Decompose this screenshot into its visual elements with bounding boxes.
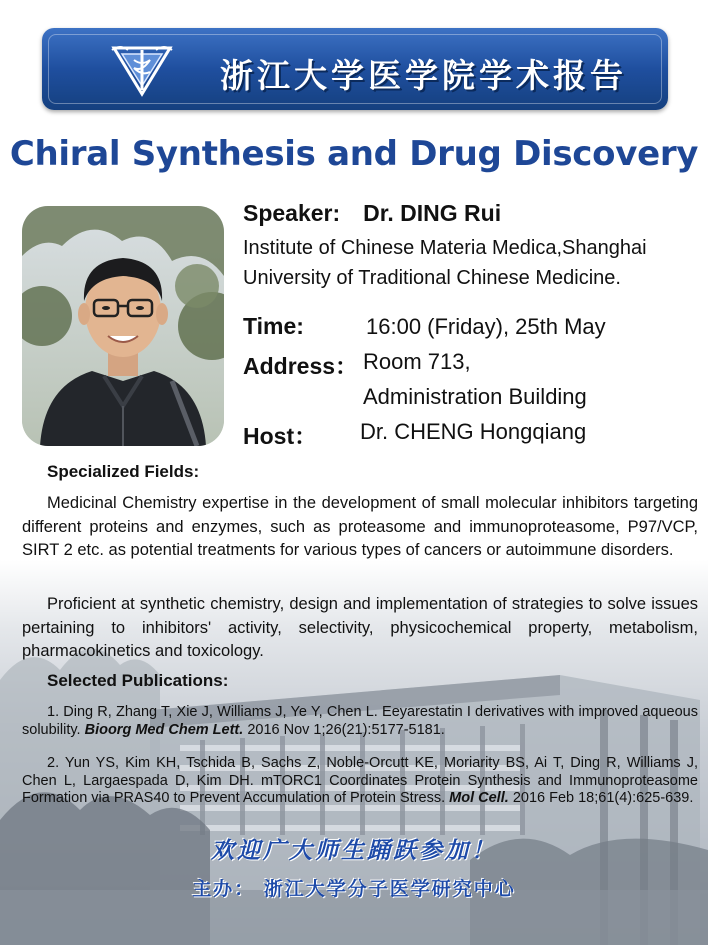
publication-2-citation: 2016 Feb 18;61(4):625-639. (512, 790, 694, 806)
publication-2-journal: Mol Cell. (449, 790, 509, 806)
address-line2: Administration Building (363, 384, 587, 409)
time-value: 16:00 (Friday), 25th May (366, 314, 606, 339)
publication-1-journal: Bioorg Med Chem Lett. (84, 721, 244, 738)
host-label: Host： (243, 423, 318, 449)
institution-line2: University of Traditional Chinese Medicine. (243, 267, 621, 289)
fields-paragraph-1: Medicinal Chemistry expertise in the development of small molecular inhibitors targeting different proteins and enzymes, such as proteasome and immunoproteasome, P97/VCP, SIRT 2 etc. as potential treatments for various types of cancers or autoimmune disorders. (22, 494, 698, 559)
time-row (243, 313, 304, 340)
address-line1: Room 713, (363, 349, 471, 374)
address-label: Address： (243, 353, 359, 379)
institution-line1: Institute of Chinese Materia Medica,Shanghai (243, 237, 647, 259)
banner-title: 浙江大学医学院学术报告 (220, 56, 627, 95)
header-banner (42, 28, 668, 110)
university-logo-icon (110, 40, 174, 98)
publication-1-authors: 1. Ding R, Zhang T, Xie J, Williams J, Ye Y, Chen L. Eeyarestatin I derivatives with improved aqueous solubility. (22, 704, 698, 738)
address-row (243, 348, 358, 381)
speaker-row (243, 200, 501, 227)
fields-heading: Specialized Fields: (47, 462, 200, 481)
host-row (243, 418, 317, 451)
fields-paragraph-2: Proficient at synthetic chemistry, design and implementation of strategies to solve issues pertaining to inhibitors' activity, selectivity, physicochemical property, metabolism, pharmacokinetics and toxicology. (22, 595, 698, 660)
speaker-name: Dr. DING Rui (363, 200, 502, 226)
speaker-label: Speaker: (243, 200, 341, 226)
publication-item-2 (22, 755, 698, 808)
publication-item-1 (22, 704, 698, 739)
time-label: Time: (243, 313, 304, 339)
organizer-line: 主办： 浙江大学分子医学研究中心 (192, 878, 516, 900)
talk-title: Chiral Synthesis and Drug Discovery (9, 134, 699, 174)
publication-2-authors: 2. Yun YS, Kim KH, Tschida B, Sachs Z, Noble-Orcutt KE, Moriarity BS, Ai T, Ding R, Williams J, Chen L, Largaespada D, Kim DH. mTORC1 Coordinates Protein Synthesis and Immunoproteasome Formation via PRAS40 to Prevent Accumulation of Protein Stress. (22, 755, 698, 806)
welcome-message: 欢迎广大师生踊跃参加！ (211, 838, 497, 864)
speaker-photo (22, 206, 224, 446)
host-value: Dr. CHENG Hongqiang (360, 419, 587, 444)
publication-1-citation: 2016 Nov 1;26(21):5177-5181. (247, 721, 445, 738)
publications-heading: Selected Publications: (47, 671, 229, 690)
